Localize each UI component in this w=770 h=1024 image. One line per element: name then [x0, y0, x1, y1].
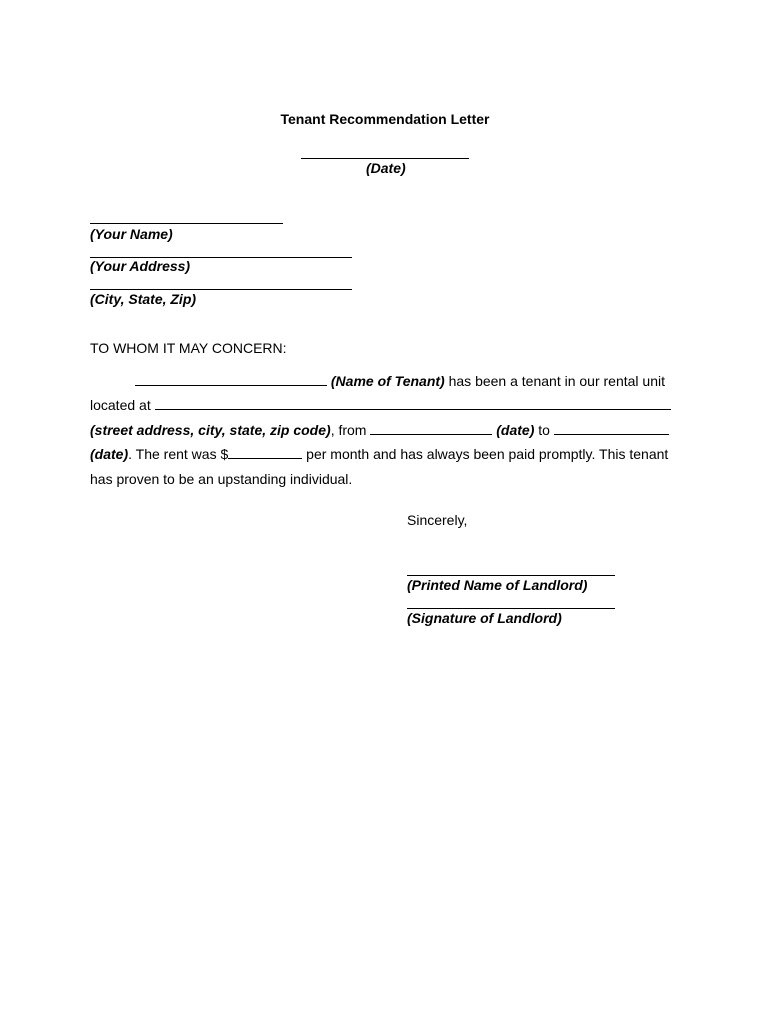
to-date-field[interactable] — [554, 422, 669, 435]
body-line-3 — [90, 422, 669, 438]
body-line-5: has proven to be an upstanding individual. — [90, 471, 353, 487]
printed-name-label: (Printed Name of Landlord) — [407, 577, 588, 593]
tenant-name-field[interactable] — [135, 373, 327, 386]
your-address-label: (Your Address) — [90, 258, 191, 274]
from-date-label: (date) — [496, 422, 535, 438]
rent-text: . The rent was $ — [128, 446, 229, 462]
to-date-label: (date) — [90, 446, 129, 462]
date-label: (Date) — [366, 160, 406, 176]
street-address-label: (street address, city, state, zip code) — [90, 422, 331, 438]
body-line-4 — [90, 446, 668, 462]
city-state-zip-line[interactable] — [90, 289, 352, 290]
line1-tail: has been a tenant in our rental unit — [444, 373, 665, 389]
body-line-1 — [135, 373, 665, 389]
rent-tail: per month and has always been paid promptly. This tenant — [302, 446, 669, 462]
rental-address-field[interactable] — [155, 397, 671, 410]
from-date-field[interactable] — [370, 422, 492, 435]
located-at-text: located at — [90, 397, 155, 413]
rent-amount-field[interactable] — [228, 446, 302, 459]
to-text: to — [534, 422, 554, 438]
letter-title: Tenant Recommendation Letter — [280, 111, 490, 127]
body-line-2 — [90, 397, 671, 413]
tenant-name-label: (Name of Tenant) — [330, 373, 445, 389]
printed-name-line[interactable] — [407, 575, 615, 576]
signature-label: (Signature of Landlord) — [407, 610, 562, 626]
from-text: , from — [330, 422, 371, 438]
salutation: TO WHOM IT MAY CONCERN: — [90, 340, 287, 356]
your-name-line[interactable] — [90, 223, 283, 224]
your-name-label: (Your Name) — [90, 226, 173, 242]
city-state-zip-label: (City, State, Zip) — [90, 291, 197, 307]
date-line[interactable] — [301, 158, 469, 159]
signature-line[interactable] — [407, 608, 615, 609]
closing: Sincerely, — [407, 512, 468, 528]
